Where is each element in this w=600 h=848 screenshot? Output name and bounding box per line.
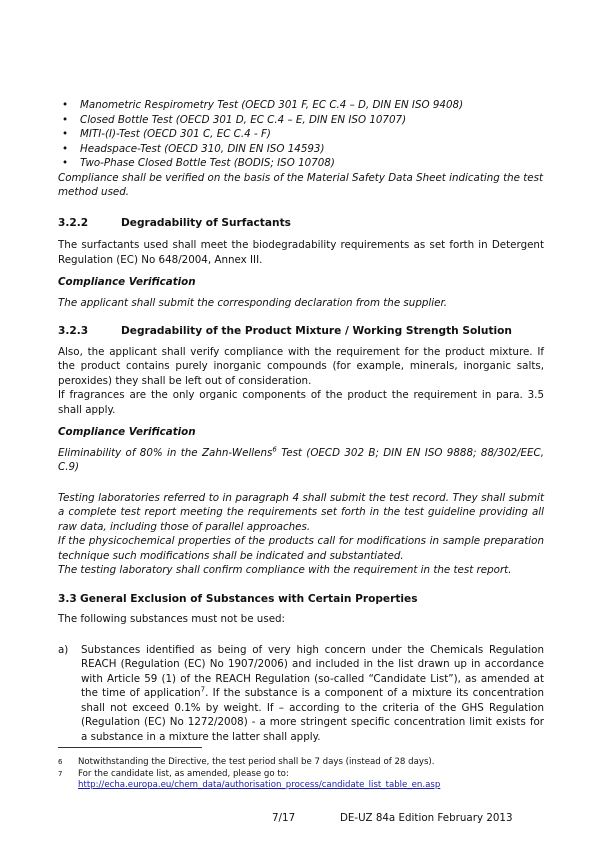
paragraph: The following substances must not be used:: [58, 613, 286, 625]
bullet-icon: •: [62, 128, 69, 140]
list-item-label: a): [58, 643, 69, 656]
compliance-note: Compliance shall be verified on the basis of the Material Safety Data Sheet indicating the test method used.: [58, 171, 544, 198]
section-heading-3-2-2: [58, 216, 544, 231]
footnotes: [58, 757, 544, 792]
test-method-list: [58, 98, 544, 171]
list-item: • Closed Bottle Test (OECD 301 D, EC C.4 – E, DIN EN ISO 10707): [62, 113, 407, 126]
paragraph: Also, the applicant shall verify compliance with the requirement for the product mixture. If the product contains purely inorganic compounds (for example, minerals, inorganic salts, peroxides) they shall be left out of consideration.: [58, 345, 544, 387]
list-item: • MITI-(I)-Test (OECD 301 C, EC C.4 - F): [62, 128, 271, 140]
subheading-compliance-verification: Compliance Verification: [58, 276, 196, 288]
edition-label: DE-UZ 84a Edition February 2013: [340, 812, 513, 824]
paragraph: Eliminability of 80% in the Zahn-Wellens$^6$ Test (OECD 302 B; DIN EN ISO 9888; 88/302/EEC, C.9): [58, 445, 544, 473]
section-heading-3-3: [58, 592, 544, 607]
footnote-divider: [58, 747, 202, 748]
footnote-text: Notwithstanding the Directive, the test period shall be 7 days (instead of 28 days).: [78, 757, 435, 767]
footnote: [58, 757, 544, 769]
main-content: [58, 98, 544, 744]
list-item-text: Substances identified as being of very high concern under the Chemicals Regulation REACH (Regulation (EC) No 1907/2006) and included in the list drawn up in accordance with Article 59 (1) of the REACH Regulation (so-called “Candidate List”), as amended at the time of application$^7$. If the substance is a component of a mixture its concentration shall not exceed 0.1% by weight. If – according to the criteria of the GHS Regulation (Regulation (EC) No 1272/2008) - a more stringent specific concentration limit exists for a substance in a mixture the latter shall apply.: [81, 643, 544, 743]
footnote: [58, 780, 544, 792]
list-item: • Two-Phase Closed Bottle Test (BODIS; ISO 10708): [62, 157, 335, 169]
section-title: General Exclusion of Substances with Certain Properties: [80, 592, 418, 605]
paragraph: If fragrances are the only organic components of the product the requirement in para. 3.5 shall apply.: [58, 389, 544, 416]
bullet-icon: •: [62, 157, 69, 169]
candidate-list-link[interactable]: http://echa.europa.eu/chem_data/authorisation_process/candidate_list_table_en.asp: [78, 780, 441, 790]
bullet-icon: •: [62, 113, 69, 126]
paragraph: The testing laboratory shall confirm compliance with the requirement in the test report.: [58, 564, 512, 576]
paragraph: The applicant shall submit the corresponding declaration from the supplier.: [58, 296, 448, 309]
list-item: • Manometric Respirometry Test (OECD 301 F, EC C.4 – D, DIN EN ISO 9408): [62, 99, 464, 111]
section-number: 3.2.2: [58, 216, 89, 229]
footnote-ref: 6: [272, 445, 277, 454]
footnote-mark: 6: [58, 758, 63, 766]
page-number: 7/17: [272, 812, 296, 824]
footnote-text: For the candidate list, as amended, please go to:: [78, 768, 289, 779]
list-item: • Headspace-Test (OECD 310, DIN EN ISO 14593): [62, 142, 325, 155]
section-title: Degradability of Surfactants: [121, 216, 291, 229]
section-heading-3-2-3: [58, 324, 544, 339]
section-number: 3.3: [58, 592, 77, 605]
bullet-icon: •: [62, 99, 69, 111]
list-item: [58, 643, 544, 745]
paragraph: The surfactants used shall meet the biodegradability requirements as set forth in Detergent Regulation (EC) No 648/2004, Annex III.: [58, 239, 544, 266]
section-number: 3.2.3: [58, 325, 89, 337]
footnote-ref: 7: [200, 685, 206, 694]
section-title: Degradability of the Product Mixture / Working Strength Solution: [121, 325, 512, 337]
footnote: [58, 769, 544, 781]
bullet-icon: •: [62, 142, 69, 155]
paragraph: Testing laboratories referred to in paragraph 4 shall submit the test record. They shall submit a complete test report meeting the requirements set forth in the test guideline providing all raw data, including those of parallel approaches.: [58, 491, 544, 533]
subheading-compliance-verification: Compliance Verification: [58, 426, 196, 438]
footnote-mark: 7: [58, 769, 63, 778]
paragraph: If the physicochemical properties of the products call for modifications in sample preparation technique such modifications shall be indicated and substantiated.: [58, 535, 544, 562]
